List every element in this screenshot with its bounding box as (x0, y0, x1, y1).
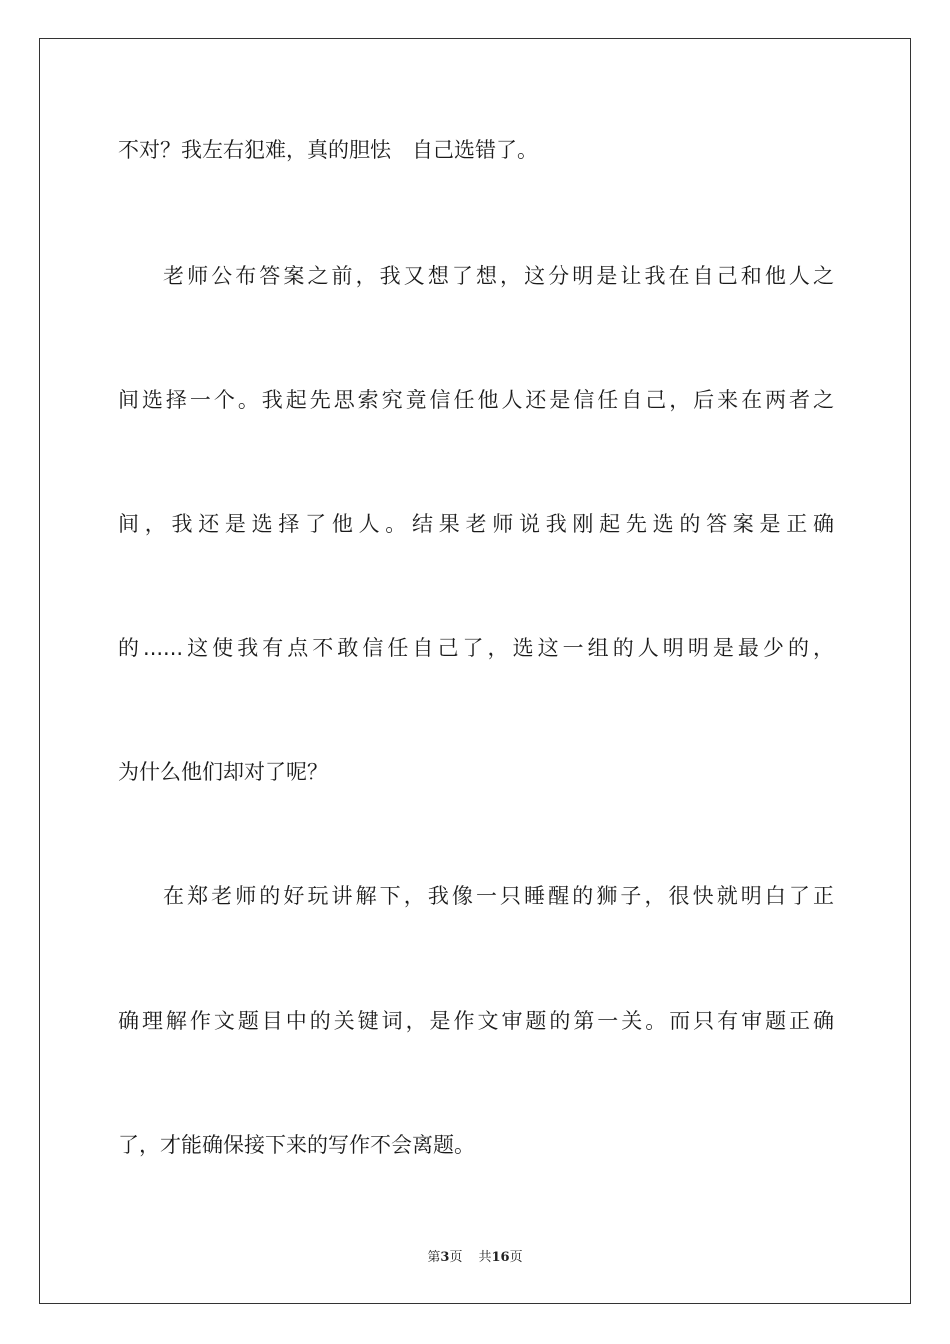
footer-page-prefix: 第 (427, 1250, 441, 1265)
page-footer (0, 1246, 950, 1265)
footer-page-suffix: 页 (449, 1250, 463, 1265)
footer-page-current: 3 (440, 1250, 450, 1265)
paragraph-line-6: 为什么他们却对了呢？ (118, 760, 328, 784)
footer-page-total: 16 (491, 1250, 510, 1265)
paragraph-line-1: 不对？我左右犯难，真的胆怯 自己选错了。 (118, 138, 538, 162)
footer-total-prefix: 共 (478, 1250, 492, 1265)
page-border (39, 38, 911, 1304)
paragraph-line-2: 老师公布答案之前，我又想了想，这分明是让我在自己和他人之 (163, 264, 834, 288)
paragraph-line-9: 了，才能确保接下来的写作不会离题。 (118, 1133, 475, 1157)
paragraph-line-4: 间，我还是选择了他人。结果老师说我刚起先选的答案是正确 (118, 512, 834, 536)
paragraph-line-7: 在郑老师的好玩讲解下，我像一只睡醒的狮子，很快就明白了正 (163, 884, 834, 908)
footer-total-suffix: 页 (509, 1250, 523, 1265)
paragraph-line-8: 确理解作文题目中的关键词，是作文审题的第一关。而只有审题正确 (118, 1009, 834, 1033)
paragraph-line-5: 的......这使我有点不敢信任自己了，选这一组的人明明是最少的， (118, 636, 834, 660)
paragraph-line-3: 间选择一个。我起先思索究竟信任他人还是信任自己，后来在两者之 (118, 388, 834, 412)
